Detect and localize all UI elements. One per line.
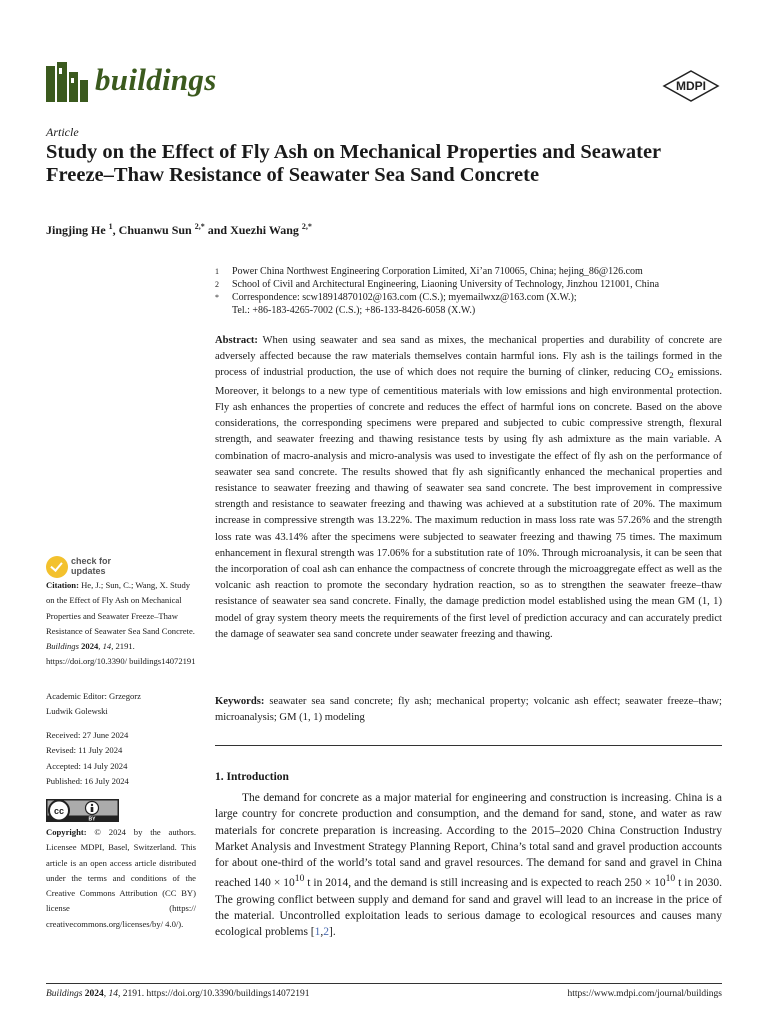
affiliation bbox=[215, 265, 735, 278]
abstract bbox=[215, 333, 722, 643]
footer-divider bbox=[46, 983, 722, 984]
affiliation-mark: 1 bbox=[215, 267, 219, 276]
exponent: 10 bbox=[294, 873, 305, 885]
abstract-text: emissions. Moreover, it belongs to a new type of cementitious materials with low emissions and high environmental protection. Fly ash enhances the properties of concrete and reduces the effect of harmful ions on concrete. Based on the above considerations, the corresponding specimens were prepared and subjected to cubic compressive strength, flexural strength, and seawater freezing and thawing resistance tests by using fly ash admixture as the main variable. A combination of macro-analysis and micro-analysis was used to investigate the effect of fly ash on the performance of seawater sea sand concrete. The results showed that fly ash significantly enhanced the mechanical properties and resistance to seawater freezing and thawing of seawater sea sand concrete. The best improvement in compressive strength and resistance to seawater freezing and thawing was achieved at a substitution rate of 20%. The maximum increase in compressive strength was 13.22%. The maximum reduction in mass loss rate was 57.26% and the strength loss rate was 43.14% after the specimens were subjected to seawater freezing and thawing 75 times. The maximum enhancement in flexural strength was 17.06% for a substitution rate of 10%. Through microanalysis, it can be seen that the incorporation of coal ash can enhance the compactness of concrete through the microaggregate effect as well as the volcanic ash reaction to promote the secondary hydration reaction, so as to strengthen the seawater freeze–thaw resistance of seawater sea sand concrete. Finally, the damage prediction model established using the mean GM (1, 1) model of gray system theory meets the requirements of the first level of prediction accuracy and can accurately predict the damage of seawater sea sand concrete under seawater freezing and thawing. bbox=[215, 367, 722, 640]
correspondence bbox=[215, 291, 735, 304]
svg-text:BY: BY bbox=[88, 816, 96, 822]
abstract-label: Abstract: bbox=[215, 335, 258, 346]
check-updates-label bbox=[71, 556, 111, 576]
affiliation-text: School of Civil and Architectural Engineering, Liaoning University of Technology, Jinzhou 121001, China bbox=[232, 279, 660, 290]
accepted-date: Accepted: 14 July 2024 bbox=[46, 760, 128, 771]
reference-link[interactable]: 2 bbox=[323, 926, 330, 939]
paragraph-text: ]. bbox=[329, 926, 336, 939]
copyright-label: Copyright: bbox=[46, 827, 87, 837]
academic-editor bbox=[46, 689, 196, 720]
affiliation-mark: * bbox=[215, 293, 219, 302]
citation-volume: , 14, bbox=[98, 641, 114, 652]
footer-doi: 2191. https://doi.org/10.3390/buildings14072191 bbox=[120, 989, 310, 999]
editor-label: Academic Editor: Grzegorz bbox=[46, 691, 141, 701]
section-heading: 1. Introduction bbox=[215, 771, 289, 783]
citation bbox=[46, 578, 196, 670]
checkmark-icon bbox=[46, 556, 68, 578]
citation-year: 2024 bbox=[78, 641, 99, 652]
keywords-label: Keywords: bbox=[215, 696, 265, 707]
received-date: Received: 27 June 2024 bbox=[46, 730, 129, 740]
journal-url-link[interactable]: https://www.mdpi.com/journal/buildings bbox=[567, 989, 722, 999]
abstract-text: When using seawater and sea sand as mixes, the mechanical properties and durability of concrete are adversely affected because the raw materials themselves contain harmful ions. Fly ash is the tailings formed in the process of industrial production, the use of which does not require the burning of clinker, reducing CO bbox=[215, 335, 722, 379]
reference-link[interactable]: 1 bbox=[314, 926, 321, 939]
journal-logo-icon bbox=[46, 62, 92, 102]
affiliation-text: Tel.: +86-183-4265-7002 (C.S.); +86-133-8426-6058 (X.W.) bbox=[232, 305, 476, 316]
svg-text:cc: cc bbox=[53, 806, 65, 816]
affiliation-text: Correspondence: scw18914870102@163.com (C.S.); myemailwxz@163.com (X.W.); bbox=[232, 292, 577, 303]
footer-year: 2024 bbox=[82, 989, 104, 999]
check-updates-line: updates bbox=[71, 566, 106, 576]
paragraph-text: t in 2014, and the demand is still increasing and is expected to reach 250 × 10 bbox=[304, 877, 666, 890]
affiliation bbox=[215, 278, 735, 291]
author-name: Xuezhi Wang bbox=[230, 223, 299, 237]
article-type: Article bbox=[46, 125, 79, 139]
correspondence-phone bbox=[215, 304, 735, 317]
revised-date: Revised: 11 July 2024 bbox=[46, 745, 123, 756]
cc-by-license-icon[interactable] bbox=[46, 799, 119, 822]
author-affiliation-mark: 1 bbox=[108, 222, 113, 231]
copyright-text: © 2024 by the authors. Licensee MDPI, Basel, Switzerland. This article is an open access article distributed under the terms and conditions of the Creative Commons Attribution (CC BY) license (https:// creativecommons.org/licenses/by/ 4.0/). bbox=[46, 827, 196, 929]
footer-journal: Buildings bbox=[46, 989, 83, 999]
keywords-text: seawater sea sand concrete; fly ash; mechanical property; volcanic ash effect; seawater freeze–thaw; microanalysis; GM (1, 1) modeling bbox=[215, 696, 722, 724]
intro-paragraph bbox=[215, 790, 722, 941]
abstract-subscript: 2 bbox=[669, 370, 674, 381]
journal-name: buildings bbox=[95, 62, 217, 97]
paper-title: Study on the Effect of Fly Ash on Mechanical Properties and Seawater Freeze–Thaw Resistance of Seawater Sea Sand Concrete bbox=[46, 141, 661, 186]
mdpi-logo-icon bbox=[662, 70, 720, 102]
copyright-notice bbox=[46, 825, 196, 932]
paragraph-text: The demand for concrete as a major material for engineering and construction is increasing. China is a large country for concrete production and consumption, and the demand for sand, stone, and water as raw materials for concrete preparation is increasing. According to the 2015–2020 China Construction Industry Market Analysis and Investment Strategy Planning Report, China’s total sand and gravel production accounts for about one-third of the world’s total sand and gravel resources. The demand for sand and gravel in China reached 140 × 10 bbox=[215, 792, 722, 890]
check-for-updates-button[interactable] bbox=[46, 556, 136, 578]
citation-text: He, J.; Sun, C.; Wang, X. Study on the Effect of Fly Ash on Mechanical Properties and Seawater Freeze–Thaw Resistance of Seawater Sea Sand Concrete. bbox=[46, 580, 195, 636]
author-name: Jingjing He bbox=[46, 223, 106, 237]
footer-volume: , 14, bbox=[103, 989, 121, 999]
editor-name: Ludwik Golewski bbox=[46, 706, 108, 717]
author-affiliation-mark: 2,* bbox=[301, 222, 312, 231]
published-date: Published: 16 July 2024 bbox=[46, 775, 129, 786]
author-affiliation-mark: 2,* bbox=[194, 222, 205, 231]
paragraph-text: t in 2030. The growing conflict between supply and demand for sand and gravel will lead to an increase in the price of the material. Uncontrolled exploitation leads to serious damage to ecological resources and causes many ecological problems [ bbox=[215, 877, 723, 939]
author-name: Chuanwu Sun bbox=[118, 223, 192, 237]
citation-journal: Buildings bbox=[46, 641, 79, 652]
author-list: Jingjing He $^1$, Chuanwu Sun $^{2,*}$ and Xuezhi Wang $^{2,*}$ bbox=[46, 222, 312, 237]
exponent: 10 bbox=[665, 873, 676, 885]
reference-separator: , bbox=[320, 926, 324, 939]
citation-label: Citation: bbox=[46, 580, 79, 590]
check-updates-line: check for bbox=[71, 556, 112, 566]
citation-doi: 2191. https://doi.org/10.3390/ buildings14072191 bbox=[46, 641, 196, 667]
affiliation-mark: 2 bbox=[215, 280, 219, 289]
footer-citation bbox=[46, 989, 309, 999]
publisher-name: MDPI bbox=[676, 79, 706, 93]
divider bbox=[215, 745, 722, 746]
keywords bbox=[215, 694, 722, 726]
affiliation-text: Power China Northwest Engineering Corporation Limited, Xi’an 710065, China; hejing_86@126.com bbox=[232, 266, 643, 277]
publication-dates bbox=[46, 728, 196, 789]
